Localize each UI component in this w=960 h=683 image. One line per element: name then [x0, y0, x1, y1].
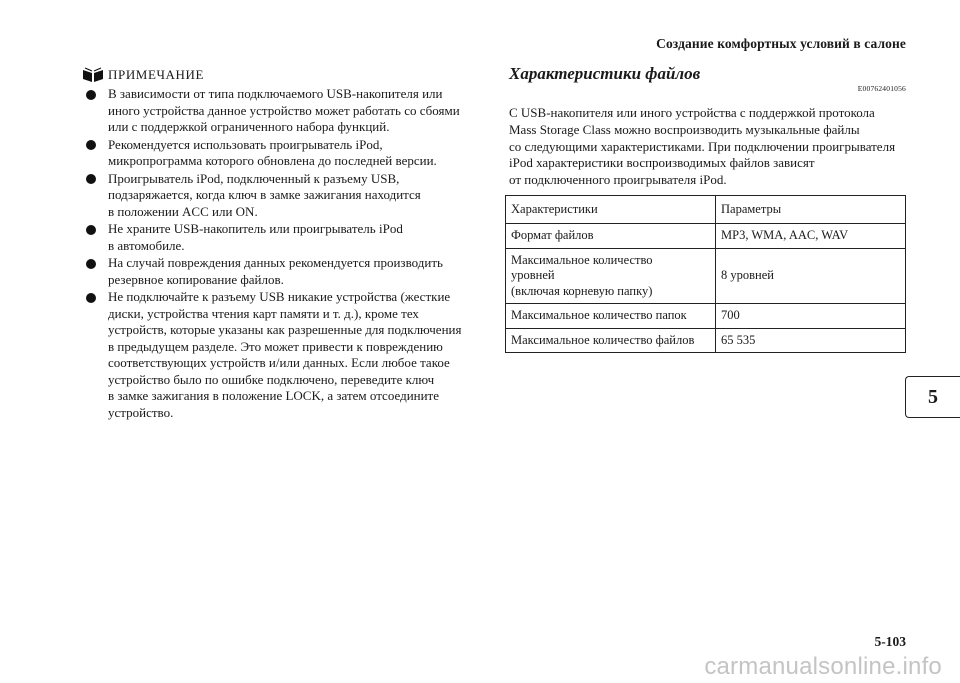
note-item-text: Рекомендуется использовать проигрыватель iPod, микропрограмма которого обновлена до последней версии.	[108, 136, 437, 168]
bullet-icon	[86, 174, 96, 184]
note-item	[82, 171, 482, 221]
note-header	[82, 66, 482, 84]
note-item	[82, 86, 482, 136]
note-label: ПРИМЕЧАНИЕ	[108, 67, 205, 82]
section-intro: С USB-накопителя или иного устройства с поддержкой протокола Mass Storage Class можно воспроизводить музыкальные файлы со следующими характеристиками. При подключении проигрывателя iPod характеристики воспроизводимых файлов зависят от подключенного проигрывателя iPod.	[509, 105, 896, 188]
note-item	[82, 289, 482, 421]
watermark: carmanualsonline.info	[704, 653, 942, 680]
note-item-text: На случай повреждения данных рекомендуется производить резервное копирование файлов.	[108, 255, 443, 287]
table-row	[506, 328, 906, 353]
note-item-text: Не храните USB-накопитель или проигрыватель iPod в автомобиле.	[108, 221, 403, 253]
page-number: 5-103	[874, 634, 906, 649]
table-row	[506, 304, 906, 329]
note-item	[82, 221, 482, 254]
note-book-icon	[82, 67, 104, 83]
table-cell: Максимальное количество файлов	[506, 328, 716, 353]
bullet-icon	[86, 293, 96, 303]
note-block	[82, 66, 482, 422]
table-row	[506, 248, 906, 304]
table-header-cell: Параметры	[716, 196, 906, 224]
note-item-text: В зависимости от типа подключаемого USB-накопителя или иного устройства данное устройство может работать со сбоями или с поддержкой ограниченного набора функций.	[108, 86, 460, 134]
note-item-text: Не подключайте к разъему USB никакие устройства (жесткие диски, устройства чтения карт памяти и т. д.), кроме тех устройств, которые указаны как разрешенные для подключения в предыдущем разделе. Это может привести к повреждению соответствующих устройств и/или данных. Если любое такое устройство было по ошибке подключено, переведите ключ в замке зажигания в положение LOCK, а затем отсоедините устройство.	[108, 289, 462, 420]
table-header-cell: Характеристики	[506, 196, 716, 224]
table-cell: Максимальное количество уровней (включая корневую папку)	[506, 248, 716, 304]
note-item	[82, 255, 482, 288]
table-cell: 65 535	[716, 328, 906, 353]
table-cell: Максимальное количество папок	[506, 304, 716, 329]
note-list	[82, 86, 482, 421]
table-cell: 8 уровней	[716, 248, 906, 304]
table-header-row	[506, 196, 906, 224]
table-row	[506, 224, 906, 249]
bullet-icon	[86, 140, 96, 150]
note-item	[82, 137, 482, 170]
section-code: E00762401056	[857, 84, 906, 93]
table-cell: Формат файлов	[506, 224, 716, 249]
table-cell: 700	[716, 304, 906, 329]
bullet-icon	[86, 259, 96, 269]
chapter-tab: 5	[905, 376, 960, 418]
running-header: Создание комфортных условий в салоне	[656, 36, 906, 51]
section-title: Характеристики файлов	[509, 64, 701, 83]
table-cell: MP3, WMA, AAC, WAV	[716, 224, 906, 249]
bullet-icon	[86, 225, 96, 235]
file-specs-table	[505, 195, 906, 353]
bullet-icon	[86, 90, 96, 100]
note-item-text: Проигрыватель iPod, подключенный к разъему USB, подзаряжается, когда ключ в замке зажигания находится в положении ACC или ON.	[108, 170, 421, 219]
